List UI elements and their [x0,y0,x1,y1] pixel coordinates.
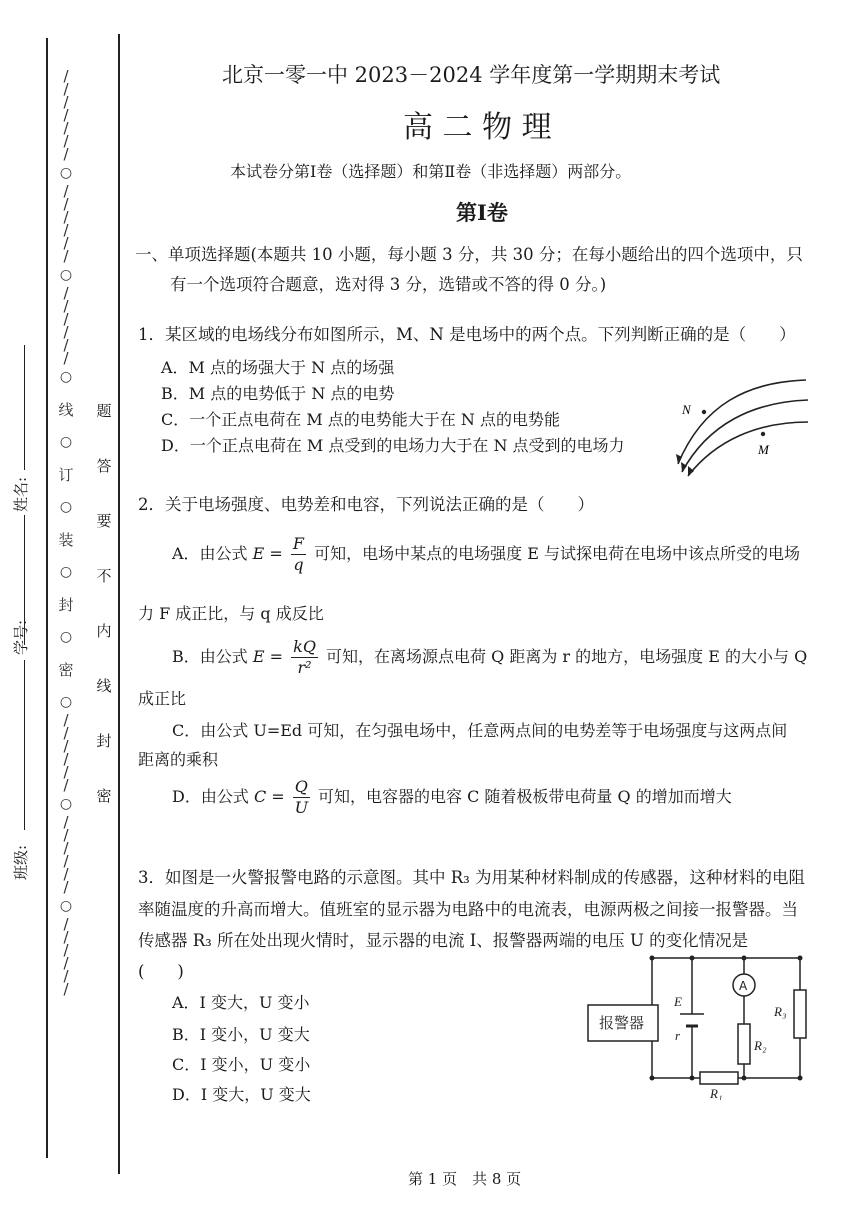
q2-a-eq: E = [252,544,283,563]
warn-char: 线 [96,677,112,695]
q2-b-post: 可知，在离场源点电荷 Q 距离为 r 的地方，电场强度 E 的大小与 Q [326,647,808,666]
q2-a-den: q [293,555,304,574]
q2-d-fraction [293,777,310,818]
q3-stem-line1: 3．如图是一火警报警电路的示意图。其中 R₃ 为用某种材料制成的传感器，这种材料的电阻 [138,868,806,887]
q2-b-den: r² [297,658,312,677]
q2-b-prefix: B．由公式 [172,647,248,666]
seal-char-5: 密 [58,661,74,679]
school-title: 北京一零一中 2023－2024 学年度第一学期期末考试 [222,63,721,87]
q1-option-a: A．M 点的场强大于 N 点的场强 [161,358,395,377]
emf-label: E [674,994,682,1009]
q3-option-a: A．I 变大，U 变小 [172,993,310,1012]
seal-char-1: 线 [58,401,74,419]
warn-char: 题 [96,402,112,420]
q2-stem: 2．关于电场强度、电势差和电容，下列说法正确的是（ ） [138,495,594,514]
field-point-m: M [758,442,769,457]
q2-b-fraction [291,637,318,678]
q1-stem: 1．某区域的电场线分布如图所示，M、N 是电场中的两个点。下列判断正确的是（ ） [138,325,796,344]
page-number: 第 1 页 共 8 页 [408,1170,522,1188]
q2-a-num: F [292,534,305,553]
q3-stem-line3: 传感器 R₃ 所在处出现火情时，显示器的电流 I、报警器两端的电压 U 的变化情况是 [138,931,749,950]
q3-option-c: C．I 变小，U 变小 [172,1055,311,1074]
section-instructions-line1: 一、单项选择题(本题共 10 小题，每小题 3 分，共 30 分；在每小题给出的四个选项中，只 [135,245,803,264]
student-no-underline [24,515,25,645]
q2-option-a-line2: 力 F 成正比，与 q 成反比 [138,604,324,623]
q2-d-eq: C = [253,787,285,806]
warn-char: 要 [96,512,112,530]
name-label: 姓名: [12,476,30,512]
q1-option-d: D．一个正点电荷在 M 点受到的电场力大于在 N 点受到的电场力 [161,436,625,455]
ammeter-label: A [739,979,748,993]
q2-option-c-line2: 距离的乘积 [138,750,219,769]
q2-d-prefix: D．由公式 [172,787,249,806]
volume-title: 第Ⅰ卷 [456,200,508,225]
q1-option-c: C．一个正点电荷在 M 点的电势能大于在 N 点的电势能 [161,410,560,429]
section-instructions-line2: 有一个选项符合题意，选对得 3 分，选错或不答的得 0 分。) [170,275,607,294]
q2-option-b-line2: 成正比 [138,689,187,708]
r1-label: R₁ [710,1086,723,1100]
binding-line-right [118,34,120,1174]
alarm-label: 报警器 [599,1014,645,1032]
class-label: 班级: [12,844,30,880]
q2-a-fraction [291,534,306,575]
seal-char-3: 装 [58,531,74,549]
field-point-n: N [682,402,691,417]
warn-char: 密 [96,787,112,805]
q1-option-b: B．M 点的电势低于 N 点的电势 [161,384,395,403]
student-no-label: 学号: [12,619,30,655]
q2-d-den: U [294,798,309,817]
q2-b-num: kQ [293,637,316,656]
q3-option-b: B．I 变小，U 变大 [172,1025,310,1044]
q2-b-eq: E = [252,647,284,666]
seal-column: / / / / / / / ○ / / / / / / ○ / / / / / / ○ 线 ○ 订 ○ 装 ○ 封 ○ 密 ○ / / / / / / ○ / / / / / / ○ / / / / / / [56,70,76,996]
q2-option-c-line1: C．由公式 U=Ed 可知，在匀强电场中，任意两点间的电势差等于电场强度与这两点间 [172,721,788,740]
class-underline [24,660,25,830]
warning-column [94,400,114,806]
exam-intro: 本试卷分第Ⅰ卷（选择题）和第Ⅱ卷（非选择题）两部分。 [230,162,632,181]
q2-d-post: 可知，电容器的电容 C 随着极板带电荷量 Q 的增加而增大 [317,787,732,806]
warn-char: 封 [96,732,112,750]
warn-char: 不 [96,567,112,585]
q2-a-post: 可知，电场中某点的电场强度 E 与试探电荷在电场中该点所受的电场 [314,544,800,563]
warn-char: 内 [96,622,112,640]
internal-r-label: r [675,1028,681,1043]
seal-char-4: 封 [58,596,74,614]
q3-circuit-diagram [580,950,820,1100]
q2-d-num: Q [294,777,308,796]
q2-option-d [172,776,732,818]
name-underline [24,345,25,470]
seal-char-2: 订 [58,466,74,484]
q3-stem-line4: ( ) [138,962,184,981]
warn-char: 答 [96,457,112,475]
q3-stem-line2: 率随温度的升高而增大。值班室的显示器为电路中的电流表，电源两极之间接一报警器。当 [138,900,798,919]
q2-option-a [172,533,800,575]
q2-a-prefix: A．由公式 [172,544,248,563]
q2-option-b [172,636,807,678]
q3-option-d: D．I 变大，U 变大 [172,1085,311,1104]
subject-title: 高 二 物 理 [403,110,552,145]
q1-field-lines-figure [668,372,818,482]
r3-label: R₃ [774,1004,787,1019]
r2-label: R₂ [754,1038,767,1053]
binding-line-left [46,38,48,1158]
